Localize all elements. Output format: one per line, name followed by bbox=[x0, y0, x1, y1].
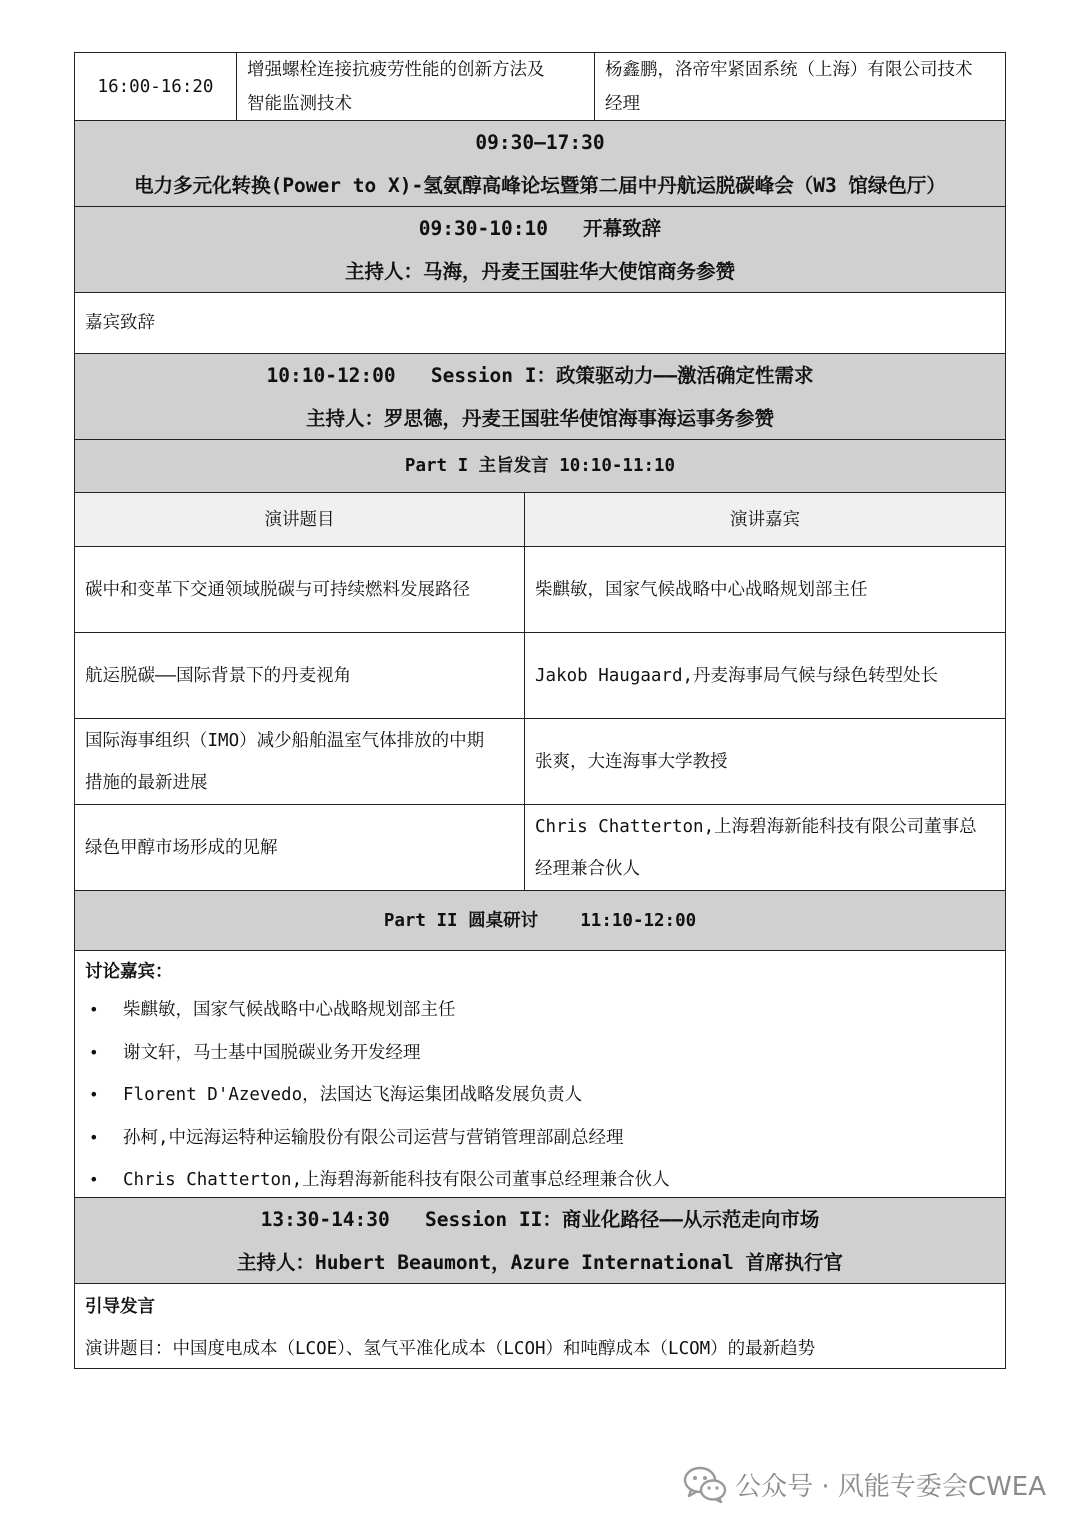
topic-line: 增强螺栓连接抗疲劳性能的创新方法及 bbox=[247, 59, 545, 80]
speaker-line: 杨鑫鹏，洛帝牢紧固系统（上海）有限公司技术 bbox=[605, 59, 973, 80]
table-row bbox=[75, 633, 1005, 719]
opening-heading: 09:30-10:10 开幕致辞 bbox=[418, 216, 662, 240]
session1-heading: 10:10-12:00 Session I：政策驱动力——激活确定性需求 bbox=[266, 363, 814, 387]
list-item: • 谢文轩，马士基中国脱碳业务开发经理 bbox=[85, 1032, 995, 1075]
list-item: • Florent D'Azevedo，法国达飞海运集团战略发展负责人 bbox=[85, 1074, 995, 1117]
speaker-cell: 张爽，大连海事大学教授 bbox=[535, 751, 728, 772]
session1-host: 主持人：罗思德，丹麦王国驻华使馆海事海运事务参赞 bbox=[305, 406, 774, 430]
speaker-line: 经理兼合伙人 bbox=[535, 858, 640, 879]
topic-line: 国际海事组织（IMO）减少船舶温室气体排放的中期 bbox=[85, 730, 485, 751]
opening-body bbox=[75, 293, 1005, 354]
list-item: • Chris Chatterton,上海碧海新能科技有限公司董事总经理兼合伙人 bbox=[85, 1159, 995, 1202]
session2-intro bbox=[75, 1284, 1005, 1368]
part2-header bbox=[75, 891, 1005, 951]
forum-time: 09:30—17:30 bbox=[475, 130, 605, 154]
intro-label: 引导发言 bbox=[85, 1297, 155, 1317]
col-header-speaker: 演讲嘉宾 bbox=[730, 509, 800, 530]
part2-title: Part II 圆桌研讨 11:10-12:00 bbox=[383, 910, 697, 931]
opening-host: 主持人：马海，丹麦王国驻华大使馆商务参赞 bbox=[344, 259, 735, 283]
session2-heading: 13:30-14:30 Session II：商业化路径——从示范走向市场 bbox=[260, 1207, 820, 1231]
forum-title: 电力多元化转换(Power to X)-氢氨醇高峰论坛暨第二届中丹航运脱碳峰会（W3 馆绿色厅） bbox=[134, 173, 946, 197]
forum-header bbox=[75, 121, 1005, 207]
topic-cell: 绿色甲醇市场形成的见解 bbox=[75, 805, 525, 890]
speaker-line: 经理 bbox=[605, 93, 640, 114]
topic-cell: 航运脱碳——国际背景下的丹麦视角 bbox=[75, 633, 525, 718]
part1-title: Part I 主旨发言 10:10-11:10 bbox=[404, 456, 676, 476]
opening-text: 嘉宾致辞 bbox=[85, 313, 155, 333]
topic-line: 智能监测技术 bbox=[247, 93, 352, 114]
panelist-list bbox=[85, 989, 995, 1202]
panel-block bbox=[75, 951, 1005, 1198]
speaker-cell: Jakob Haugaard,丹麦海事局气候与绿色转型处长 bbox=[535, 665, 939, 686]
session2-header bbox=[75, 1198, 1005, 1284]
topic-line: 措施的最新进展 bbox=[85, 772, 208, 793]
topic-cell bbox=[75, 719, 525, 804]
schedule-table bbox=[74, 52, 1006, 1369]
wechat-icon bbox=[683, 1465, 727, 1503]
session1-header bbox=[75, 354, 1005, 440]
opening-header bbox=[75, 207, 1005, 293]
session2-host: 主持人：Hubert Beaumont，Azure International 首席执行官 bbox=[237, 1250, 843, 1274]
list-item: • 柴麒敏，国家气候战略中心战略规划部主任 bbox=[85, 989, 995, 1032]
table-row bbox=[75, 53, 1005, 121]
table-row bbox=[75, 719, 1005, 805]
time-cell: 16:00-16:20 bbox=[75, 53, 237, 120]
talks-header-row bbox=[75, 493, 1005, 547]
list-item: • 孙柯,中远海运特种运输股份有限公司运营与营销管理部副总经理 bbox=[85, 1117, 995, 1160]
watermark-text: 公众号 · 风能专委会CWEA bbox=[735, 1471, 1046, 1502]
watermark bbox=[683, 1462, 1046, 1506]
topic-cell: 碳中和变革下交通领域脱碳与可持续燃料发展路径 bbox=[75, 547, 525, 632]
part1-header bbox=[75, 440, 1005, 493]
speaker-cell: 柴麒敏，国家气候战略中心战略规划部主任 bbox=[535, 579, 868, 600]
panel-label: 讨论嘉宾： bbox=[85, 962, 173, 982]
intro-topic: 演讲题目：中国度电成本（LCOE）、氢气平准化成本（LCOH）和吨醇成本（LCOM）的最新趋势 bbox=[85, 1339, 816, 1359]
col-header-topic: 演讲题目 bbox=[75, 493, 525, 546]
table-row bbox=[75, 547, 1005, 633]
topic-cell bbox=[237, 53, 595, 120]
speaker-cell bbox=[595, 53, 1005, 120]
table-row bbox=[75, 805, 1005, 891]
speaker-line: Chris Chatterton,上海碧海新能科技有限公司董事总 bbox=[535, 816, 977, 837]
speaker-cell bbox=[525, 805, 1005, 890]
